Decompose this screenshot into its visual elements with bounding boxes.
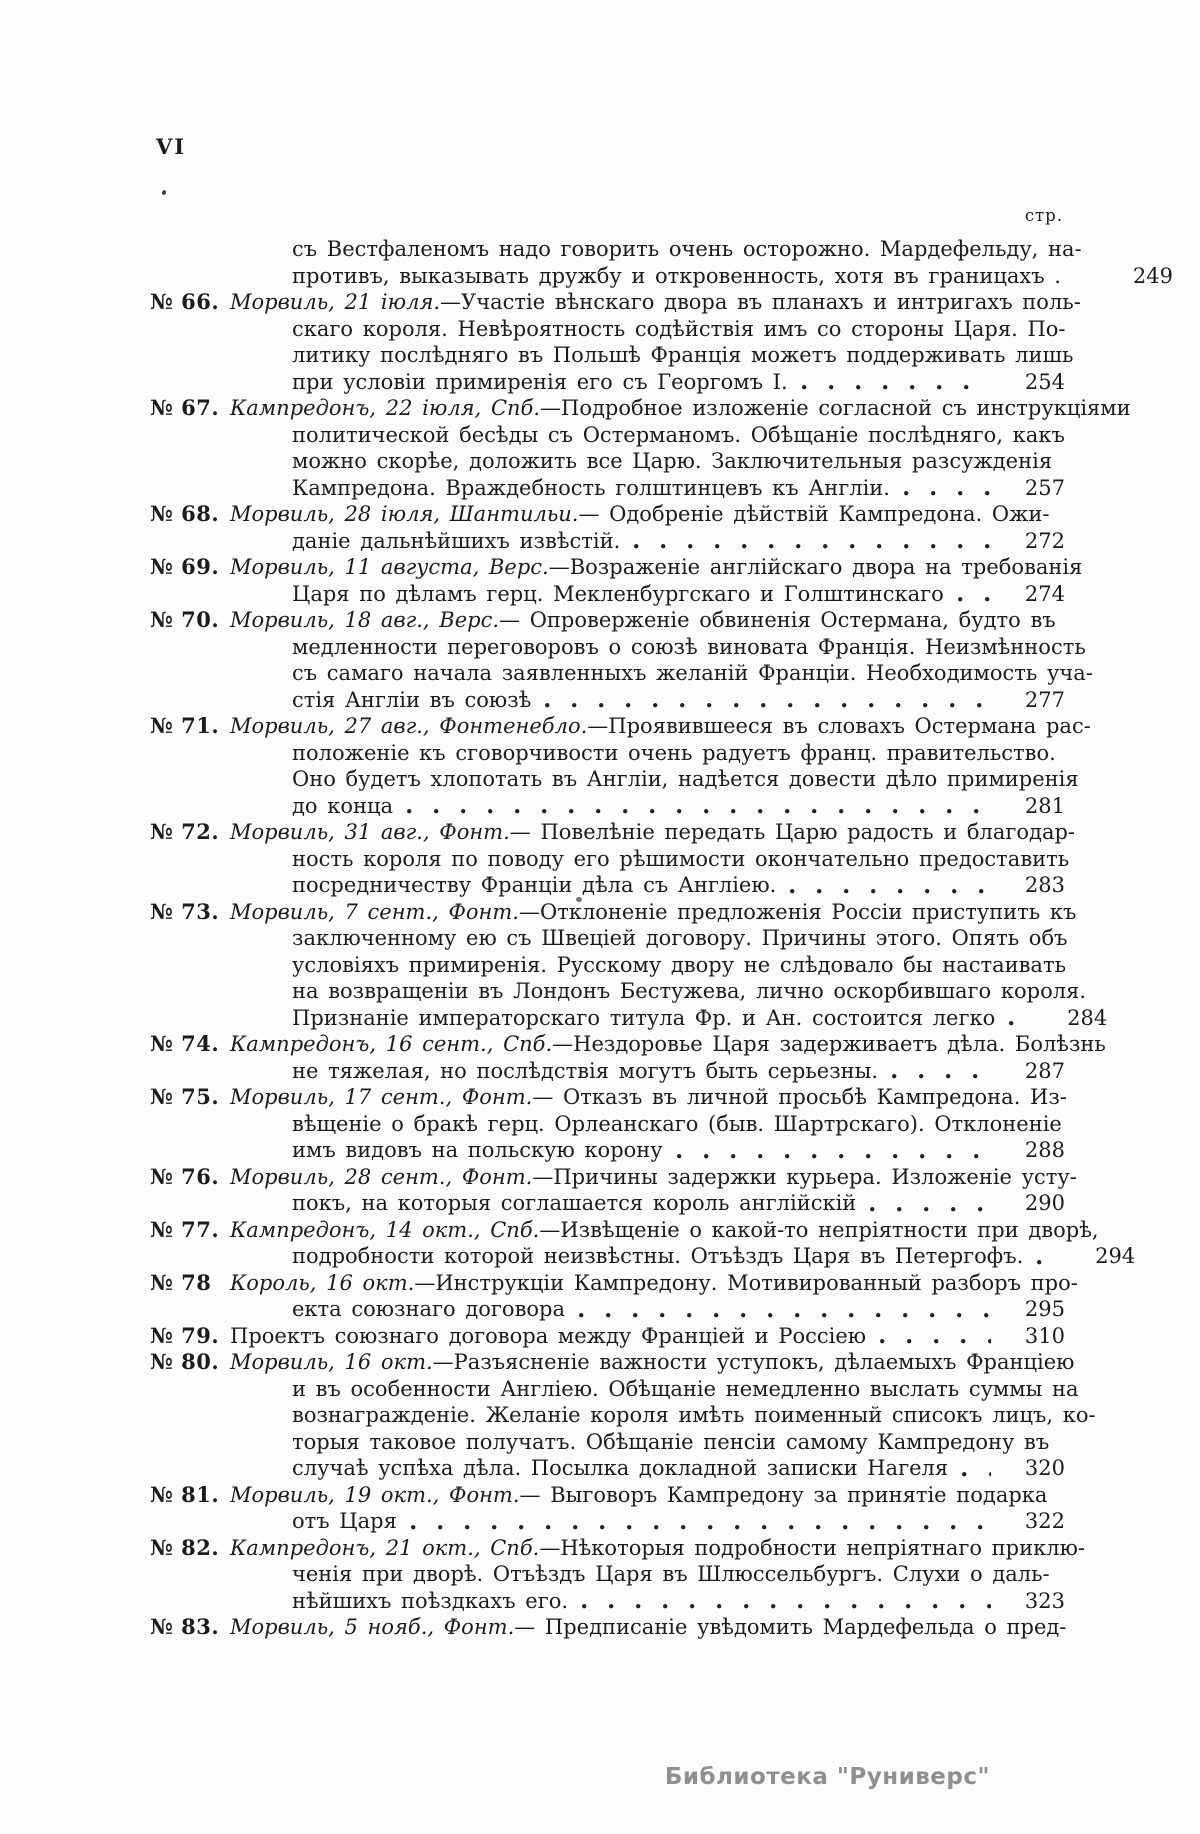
entry-text: вѣщеніе о бракѣ герц. Орлеанскаго (быв. Шартрскаго). Отклоненіе <box>292 1111 1062 1136</box>
entry-heading: Морвиль, 5 нояб., Фонт. <box>230 1615 515 1639</box>
entry-text: на возвращеніи въ Лондонъ Бестужева, лично оскорбившаго короля. <box>292 979 1086 1003</box>
entry-page-number: 310 <box>1024 1323 1065 1348</box>
dot-leader <box>411 1525 991 1530</box>
entry-first-line <box>150 289 1081 316</box>
entry-page-number: 323 <box>1024 1588 1065 1613</box>
entry-text: —Участіе вѣнскаго двора въ планахъ и интригахъ поль- <box>440 290 1081 314</box>
toc-entry <box>150 395 1131 501</box>
entry-text: съ самаго начала заявленныхъ желаній Франціи. Необходимость уча- <box>292 661 1093 685</box>
entry-first-line <box>150 1323 1065 1350</box>
entry-number: № 77. <box>150 1216 220 1242</box>
toc-entry <box>150 1614 1065 1641</box>
entry-text: вознагражденіе. Желаніе короля имѣть поименный списокъ лицъ, ко- <box>292 1403 1096 1427</box>
toc-entry <box>150 1163 1077 1217</box>
entry-heading: Морвиль, 18 авг., Верс. <box>230 608 500 632</box>
toc-entry <box>150 289 1081 395</box>
entry-first-line <box>150 898 1077 926</box>
entry-continuation-line <box>150 1588 1065 1615</box>
dot-leader <box>790 889 991 894</box>
entry-text: — Одобреніе дѣйствій Кампредона. Ожи- <box>578 502 1050 526</box>
entry-text: —Проявившееся въ словахъ Остермана рас- <box>587 714 1091 738</box>
entry-heading: Морвиль, 21 іюля. <box>230 290 441 314</box>
entry-text: случаѣ успѣха дѣла. Посылка докладной записки Нагеля <box>292 1456 949 1480</box>
entry-text: и въ особенности Англіею. Обѣщаніе немедленно выслать суммы на <box>292 1376 1079 1401</box>
entry-page-number: 287 <box>1024 1058 1065 1083</box>
toc-entry <box>150 1269 1078 1323</box>
entry-number: № 79. <box>150 1322 220 1348</box>
toc-entry <box>150 1323 1065 1350</box>
dot-leader <box>962 1472 991 1477</box>
entry-first-line <box>150 1216 1099 1244</box>
entry-first-line <box>150 395 1131 422</box>
entry-number: № 69. <box>150 554 220 579</box>
entry-text: Признаніе императорскаго титула Фр. и Ан. состоится легко <box>292 1005 996 1030</box>
entry-continuation-line <box>150 1376 1079 1403</box>
entry-continuation-line <box>150 1455 1065 1482</box>
entry-text: нѣйшихъ поѣздкахъ его. <box>292 1588 569 1613</box>
entry-continuation-line <box>150 448 1065 475</box>
entry-text: Оно будетъ хлопотать въ Англіи, надѣется довести дѣло примиренія <box>292 767 1079 791</box>
entry-continuation-line <box>150 925 1068 952</box>
entry-number: № 66. <box>150 289 220 314</box>
entry-heading: Морвиль, 17 сент., Фонт. <box>230 1085 533 1109</box>
entry-heading: Король, 16 окт. <box>230 1270 415 1295</box>
entry-continuation-line <box>150 1243 1136 1270</box>
entry-page-number: 257 <box>1024 475 1065 500</box>
entry-text: ченія при дворѣ. Отъѣздъ Царя въ Шлюссельбургъ. Слухи о даль- <box>292 1562 1050 1586</box>
dot-leader <box>892 1074 991 1079</box>
entry-number: № 76. <box>150 1163 220 1189</box>
entry-continuation-line <box>150 1508 1065 1535</box>
entry-number: № 72. <box>150 819 220 844</box>
entry-continuation-line <box>150 1137 1065 1164</box>
entry-number: № 75. <box>150 1084 220 1109</box>
entry-continuation-line <box>150 846 1070 873</box>
dot-leader <box>958 597 991 602</box>
entry-text: Царя по дѣламъ герц. Мекленбургскаго и Голштинскаго <box>292 581 944 606</box>
entry-heading: Морвиль, 28 сент., Фонт. <box>230 1164 533 1189</box>
leader-gap <box>1075 279 1099 284</box>
entry-text: можно скорѣе, доложить все Царю. Заключительныя разсужденія <box>292 449 1053 473</box>
entry-first-line <box>150 819 1076 846</box>
entry-text: —Подробное изложеніе согласной съ инструкціями <box>540 396 1131 420</box>
entry-continuation-line <box>150 872 1065 899</box>
table-of-contents <box>150 206 1173 1641</box>
entry-number: № 74. <box>150 1031 220 1056</box>
toc-entry <box>150 1216 1136 1270</box>
entry-text: —Отклоненіе предложенія Россіи приступить къ <box>518 899 1077 924</box>
entry-text: покъ, на которыя соглашается король англійскій <box>292 1191 857 1215</box>
entry-heading: Кампредонъ, 16 сент., Спб. <box>230 1032 553 1056</box>
entry-text: политической бесѣды съ Остерманомъ. Обѣщаніе послѣдняго, какъ <box>292 422 1065 447</box>
entry-text: — Отказъ въ личной просьбѣ Кампредона. Из- <box>532 1085 1067 1109</box>
dot-leader <box>1037 1260 1061 1265</box>
entry-first-line <box>150 713 1091 740</box>
dot-leader <box>579 1313 991 1318</box>
dot-leader <box>880 1339 991 1344</box>
entry-number: № 70. <box>150 607 220 632</box>
entry-first-line <box>150 1349 1075 1376</box>
entry-number: № 80. <box>150 1349 220 1374</box>
entry-number: № 71. <box>150 713 220 738</box>
entry-text: — Предписаніе увѣдомить Мардефельда о пред- <box>514 1615 1067 1639</box>
entry-first-line <box>150 1482 1065 1509</box>
entry-first-line <box>150 1614 1065 1641</box>
entry-heading: Морвиль, 11 августа, Верс. <box>230 555 549 579</box>
toc-entry <box>150 236 1173 289</box>
entry-first-line <box>150 554 1083 581</box>
entry-heading: Морвиль, 16 окт. <box>230 1350 433 1374</box>
entry-text: — Повелѣніе передать Царю радость и благодар- <box>509 820 1076 844</box>
dot-leader <box>677 1154 991 1159</box>
entry-page-number: 249 <box>1132 263 1173 288</box>
entry-text: съ Вестфаленомъ надо говорить очень осторожно. Мардефельду, на- <box>292 237 1082 261</box>
entry-text: посредничеству Франціи дѣла съ Англіею. <box>292 873 777 897</box>
entry-page-number: 294 <box>1095 1244 1136 1268</box>
entry-text: скаго короля. Невѣроятность содѣйствія имъ со стороны Царя. По- <box>292 316 1066 341</box>
entry-continuation-line <box>150 342 1074 369</box>
toc-entry <box>150 554 1083 607</box>
entry-text: —Причины задержки курьера. Изложеніе усту- <box>532 1164 1077 1189</box>
entry-page-number: 322 <box>1024 1509 1065 1533</box>
entry-text: —Нездоровье Царя задерживаетъ дѣла. Болѣзнь <box>552 1032 1106 1056</box>
entry-text: торыя таковое получатъ. Обѣщаніе пенсіи самому Кампредону въ <box>292 1429 1050 1454</box>
entry-text: Кампредона. Враждебность голштинцевъ къ Англіи. <box>292 475 890 500</box>
entry-first-line <box>150 501 1065 528</box>
entry-page-number: 320 <box>1024 1456 1065 1480</box>
entry-continuation-line <box>150 1296 1065 1323</box>
entry-number: № 82. <box>150 1534 220 1560</box>
toc-entry <box>150 501 1065 554</box>
entry-page-number: 288 <box>1024 1138 1065 1162</box>
entry-page-number: 254 <box>1024 369 1065 394</box>
entry-text: положеніе къ сговорчивости очень радуетъ франц. правительство. <box>292 740 1056 765</box>
entry-continuation-line <box>150 422 1065 449</box>
entry-text: медленности переговоровъ о союзѣ виновата Франція. Неизмѣнность <box>292 634 1086 659</box>
entry-text: подробности которой неизвѣстны. Отъѣздъ Царя въ Петергофъ. <box>292 1244 1024 1268</box>
toc-entry <box>150 1482 1065 1535</box>
entry-text: екта союзнаго договора <box>292 1297 565 1321</box>
entry-continuation-line <box>150 475 1065 502</box>
entry-continuation-line <box>150 528 1065 555</box>
entry-text: заключенному ею съ Швеціей договору. Причины этого. Опять объ <box>292 926 1068 950</box>
entry-number: № 73. <box>150 898 220 924</box>
entry-continuation-line <box>150 1058 1065 1085</box>
entry-heading: Кампредонъ, 22 іюля, Спб. <box>230 396 541 420</box>
entry-first-line <box>150 1534 1085 1562</box>
toc-entry <box>150 1534 1085 1615</box>
entry-page-number: 283 <box>1024 873 1065 897</box>
entry-page-number: 281 <box>1024 793 1065 818</box>
folio-number: VI <box>156 134 187 159</box>
entry-continuation-line <box>150 1429 1065 1456</box>
dot-leader <box>545 703 991 708</box>
entry-first-line <box>150 1269 1078 1297</box>
entry-text: стія Англіи въ союзѣ <box>292 687 532 712</box>
library-watermark: Библиотека "Руниверс" <box>664 1764 990 1790</box>
entry-page-number: 284 <box>1067 1005 1108 1030</box>
entry-text: —Извѣщеніе о какой-то непріятности при дворѣ, <box>539 1217 1099 1242</box>
entry-text: имъ видовъ на польскую корону <box>292 1138 663 1162</box>
scan-speck <box>161 189 167 195</box>
entry-text: Проектъ союзнаго договора между Франціей и Россіею <box>230 1323 867 1348</box>
entry-continuation-line <box>150 687 1065 714</box>
entry-text: —Инструкціи Кампредону. Мотивированный разборъ про- <box>414 1270 1078 1295</box>
entry-continuation-line <box>150 952 1065 979</box>
entry-continuation-line <box>150 766 1079 793</box>
toc-entry <box>150 607 1093 713</box>
entry-number: № 78 <box>150 1269 212 1295</box>
entry-number: № 68. <box>150 501 220 526</box>
toc-entry <box>150 898 1108 1032</box>
entry-continuation-line <box>150 978 1086 1005</box>
entry-number: № 81. <box>150 1481 220 1507</box>
entry-text: даніе дальнѣйшихъ извѣстій. <box>292 528 621 553</box>
entry-continuation-line <box>150 634 1086 661</box>
entry-text: —Разъясненіе важности уступокъ, дѣлаемыхъ Франціею <box>432 1350 1075 1374</box>
dot-leader <box>1009 1021 1033 1026</box>
dot-leader <box>407 809 991 814</box>
entry-heading: Кампредонъ, 21 окт., Спб. <box>230 1535 540 1560</box>
entry-continuation-line <box>150 369 1065 396</box>
entry-first-line <box>150 1163 1077 1191</box>
entry-text: отъ Царя <box>292 1509 397 1533</box>
entry-text: — Опроверженіе обвиненія Остермана, будто въ <box>499 608 1056 632</box>
dot-leader <box>582 1604 991 1609</box>
entry-text: ность короля по поводу его рѣшимости окончательно предоставить <box>292 846 1070 871</box>
entry-text: до конца <box>292 793 394 818</box>
entry-text: противъ, выказывать дружбу и откровенность, хотя въ границахъ . <box>292 263 1061 288</box>
entry-text: при условіи примиренія его съ Георгомъ I. <box>292 369 788 394</box>
toc-entry <box>150 1084 1065 1164</box>
entry-continuation-line <box>150 316 1065 343</box>
dot-leader <box>634 544 991 549</box>
entry-heading: Морвиль, 28 іюля, Шантильи. <box>230 502 579 526</box>
entry-text: —Нѣкоторыя подробности непріятнаго приклю- <box>539 1535 1085 1560</box>
entry-text: не тяжелая, но послѣдствія могутъ быть серьезны. <box>292 1058 879 1083</box>
entry-continuation-line <box>150 740 1065 767</box>
entry-text: —Возраженіе англійскаго двора на требованія <box>548 555 1083 579</box>
entry-text: — Выговоръ Кампредону за принятіе подарка <box>519 1482 1048 1507</box>
toc-entries <box>150 236 1173 1641</box>
dot-leader <box>904 491 991 496</box>
entry-continuation-line <box>150 1561 1065 1588</box>
entry-number: № 67. <box>150 395 220 420</box>
entry-page-number: 272 <box>1024 528 1065 553</box>
entry-heading: Кампредонъ, 14 окт., Спб. <box>230 1217 540 1242</box>
entry-continuation-line <box>150 236 1082 263</box>
entry-continuation-line <box>150 1402 1096 1429</box>
dot-leader <box>802 385 991 390</box>
entry-heading: Морвиль, 7 сент., Фонт. <box>230 899 519 924</box>
entry-continuation-line <box>150 793 1065 820</box>
page-column-header: стр. <box>1024 206 1063 225</box>
entry-heading: Морвиль, 27 авг., Фонтенебло. <box>230 714 588 738</box>
entry-continuation-line <box>150 581 1065 608</box>
entry-continuation-line <box>150 1190 1065 1217</box>
entry-first-line <box>150 1031 1106 1058</box>
entry-heading: Морвиль, 31 авг., Фонт. <box>230 820 510 844</box>
entry-first-line <box>150 607 1065 634</box>
toc-entry <box>150 1349 1096 1482</box>
entry-page-number: 295 <box>1024 1297 1065 1321</box>
toc-entry <box>150 819 1076 899</box>
entry-page-number: 277 <box>1024 687 1065 712</box>
entry-text: литику послѣдняго въ Польшѣ Франція можетъ поддерживать лишь <box>292 343 1074 367</box>
entry-continuation-line <box>150 263 1173 290</box>
entry-text: условіяхъ примиренія. Русскому двору не слѣдовало бы настаивать <box>292 952 1067 977</box>
entry-continuation-line <box>150 1111 1065 1138</box>
dot-leader <box>870 1207 991 1212</box>
toc-entry <box>150 713 1091 819</box>
entry-continuation-line <box>150 660 1093 687</box>
entry-first-line <box>150 1084 1065 1111</box>
toc-entry <box>150 1031 1106 1084</box>
entry-page-number: 274 <box>1024 581 1065 606</box>
entry-heading: Морвиль, 19 окт., Фонт. <box>230 1482 520 1507</box>
entry-number: № 83. <box>150 1614 220 1639</box>
entry-page-number: 290 <box>1024 1191 1065 1215</box>
entry-continuation-line <box>150 1005 1108 1032</box>
